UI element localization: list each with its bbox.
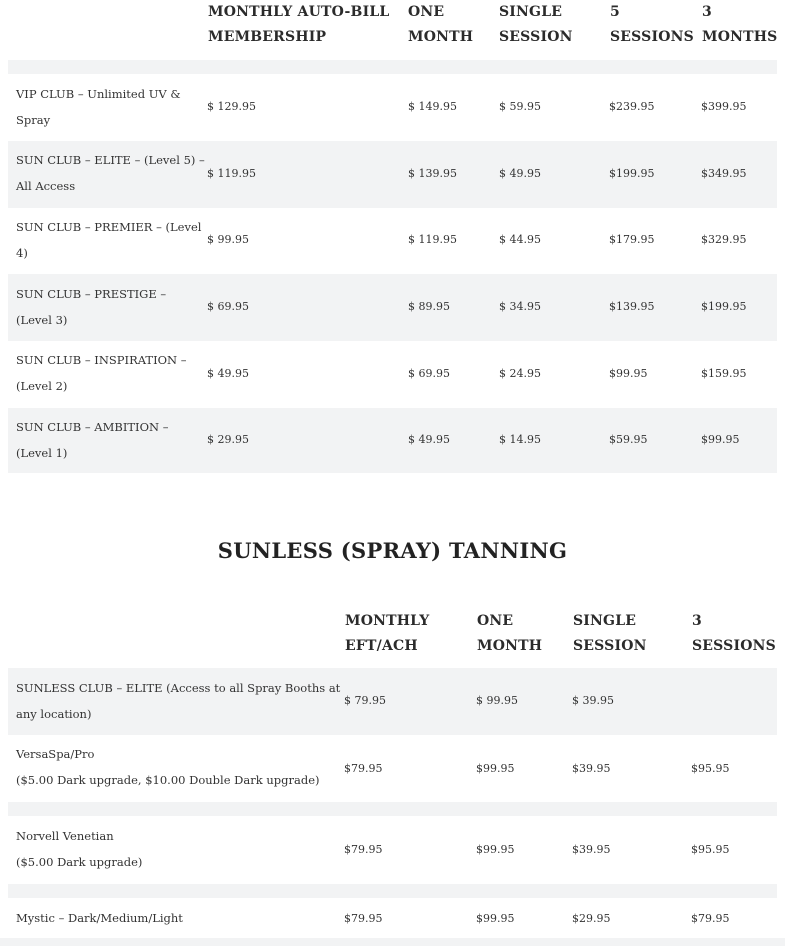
price-single: $ 34.95 <box>499 300 541 313</box>
price-3-months: $199.95 <box>701 300 747 313</box>
row-name-line1: SUN CLUB – INSPIRATION – <box>16 353 187 367</box>
uv-header-5-line1: 5 <box>610 4 620 20</box>
table-row <box>8 408 777 473</box>
sunless-header-one-month-line1: ONE <box>477 613 514 629</box>
row-name <box>16 741 320 793</box>
price-3-months: $349.95 <box>701 167 747 180</box>
price-one-month: $ 69.95 <box>408 367 450 380</box>
price-monthly: $79.95 <box>344 843 383 856</box>
uv-header-monthly-line2: MEMBERSHIP <box>208 29 327 45</box>
price-one-month: $ 89.95 <box>408 300 450 313</box>
price-3-sessions: $95.95 <box>691 762 730 775</box>
row-name-line2: ($5.00 Dark upgrade, $10.00 Double Dark upgrade) <box>16 773 320 787</box>
uv-header-monthly-line1: MONTHLY AUTO-BILL <box>208 4 390 20</box>
uv-header-one-month-line2: MONTH <box>408 29 474 45</box>
table-row <box>0 816 785 884</box>
row-name-line2: (Level 1) <box>16 446 68 460</box>
table-row <box>8 668 777 735</box>
price-single: $ 14.95 <box>499 433 541 446</box>
row-divider <box>8 884 777 898</box>
row-name-line1: SUN CLUB – ELITE – (Level 5) – <box>16 153 205 167</box>
price-monthly: $79.95 <box>344 912 383 925</box>
row-name <box>16 281 166 333</box>
table-row <box>8 141 777 208</box>
row-name-line1: SUN CLUB – AMBITION – <box>16 420 169 434</box>
row-divider <box>8 802 777 816</box>
sunless-header-single <box>573 609 647 659</box>
row-name-line2: any location) <box>16 707 92 721</box>
row-name <box>16 81 181 133</box>
bottom-divider <box>0 938 785 946</box>
price-5-sessions: $199.95 <box>609 167 655 180</box>
sunless-header-single-line1: SINGLE <box>573 613 637 629</box>
price-monthly: $ 69.95 <box>207 300 249 313</box>
price-3-months: $159.95 <box>701 367 747 380</box>
price-3-months: $99.95 <box>701 433 740 446</box>
table-row <box>0 74 785 141</box>
price-one-month: $ 149.95 <box>408 100 457 113</box>
sunless-header-monthly <box>345 609 429 659</box>
uv-header-divider <box>8 60 777 74</box>
price-single: $ 44.95 <box>499 233 541 246</box>
row-name-line1: SUN CLUB – PREMIER – (Level <box>16 220 202 234</box>
price-5-sessions: $239.95 <box>609 100 655 113</box>
row-name <box>16 905 183 931</box>
uv-header-monthly <box>208 0 389 50</box>
price-3-months: $329.95 <box>701 233 747 246</box>
row-name <box>16 823 142 875</box>
price-one-month: $ 99.95 <box>476 694 518 707</box>
row-name-line1: VersaSpa/Pro <box>16 747 95 761</box>
sunless-header-monthly-line2: EFT/ACH <box>345 638 418 654</box>
row-name-line2: (Level 2) <box>16 379 68 393</box>
sunless-header-3-line2: SESSIONS <box>692 638 776 654</box>
row-name-line1: SUN CLUB – PRESTIGE – <box>16 287 167 301</box>
uv-header-one-month <box>408 0 473 50</box>
row-name-line2: ($5.00 Dark upgrade) <box>16 855 143 869</box>
price-3-sessions: $79.95 <box>691 912 730 925</box>
price-monthly: $ 49.95 <box>207 367 249 380</box>
price-monthly: $ 79.95 <box>344 694 386 707</box>
price-single: $29.95 <box>572 912 611 925</box>
row-name <box>16 214 201 266</box>
row-name <box>16 675 340 727</box>
price-monthly: $ 99.95 <box>207 233 249 246</box>
uv-header-3m-line2: MONTHS <box>702 29 778 45</box>
price-monthly: $ 119.95 <box>207 167 256 180</box>
row-name-line2: (Level 3) <box>16 313 68 327</box>
sunless-header-single-line2: SESSION <box>573 638 647 654</box>
uv-header-3m-line1: 3 <box>702 4 712 20</box>
row-name-line1: SUNLESS CLUB – ELITE (Access to all Spray Booths at <box>16 681 341 695</box>
price-one-month: $ 139.95 <box>408 167 457 180</box>
row-name-line1: Mystic – Dark/Medium/Light <box>16 911 183 925</box>
price-single: $ 24.95 <box>499 367 541 380</box>
table-row <box>0 898 785 938</box>
price-single: $ 49.95 <box>499 167 541 180</box>
row-name <box>16 414 168 466</box>
sunless-header-one-month-line2: MONTH <box>477 638 543 654</box>
price-single: $ 59.95 <box>499 100 541 113</box>
sunless-header-one-month <box>477 609 542 659</box>
price-one-month: $99.95 <box>476 912 515 925</box>
price-5-sessions: $139.95 <box>609 300 655 313</box>
uv-header-5-line2: SESSIONS <box>610 29 694 45</box>
sunless-header-3-sessions <box>692 609 776 659</box>
price-single: $39.95 <box>572 843 611 856</box>
price-monthly: $ 29.95 <box>207 433 249 446</box>
uv-header-3-months <box>702 0 777 50</box>
price-5-sessions: $99.95 <box>609 367 648 380</box>
uv-header-5-sessions <box>610 0 694 50</box>
row-name <box>16 147 205 199</box>
price-one-month: $99.95 <box>476 843 515 856</box>
row-name-line2: 4) <box>16 246 28 260</box>
row-name-line1: VIP CLUB – Unlimited UV & <box>16 87 181 101</box>
uv-header-single-session <box>499 0 573 50</box>
price-3-sessions: $95.95 <box>691 843 730 856</box>
price-single: $39.95 <box>572 762 611 775</box>
price-monthly: $ 129.95 <box>207 100 256 113</box>
table-row <box>0 341 785 408</box>
price-monthly: $79.95 <box>344 762 383 775</box>
sunless-header-monthly-line1: MONTHLY <box>345 613 430 629</box>
table-row <box>0 735 785 802</box>
row-name-line2: Spray <box>16 113 51 127</box>
row-name <box>16 347 187 399</box>
uv-header-single-line1: SINGLE <box>499 4 563 20</box>
section-title: SUNLESS (SPRAY) TANNING <box>217 538 568 563</box>
price-5-sessions: $59.95 <box>609 433 648 446</box>
sunless-header-3-line1: 3 <box>692 613 702 629</box>
price-one-month: $ 119.95 <box>408 233 457 246</box>
price-one-month: $ 49.95 <box>408 433 450 446</box>
row-name-line2: All Access <box>16 179 76 193</box>
table-row <box>0 208 785 274</box>
uv-header-single-line2: SESSION <box>499 29 573 45</box>
row-name-line1: Norvell Venetian <box>16 829 114 843</box>
table-row <box>8 274 777 341</box>
price-5-sessions: $179.95 <box>609 233 655 246</box>
price-single: $ 39.95 <box>572 694 614 707</box>
price-3-months: $399.95 <box>701 100 747 113</box>
uv-header-one-month-line1: ONE <box>408 4 445 20</box>
price-one-month: $99.95 <box>476 762 515 775</box>
